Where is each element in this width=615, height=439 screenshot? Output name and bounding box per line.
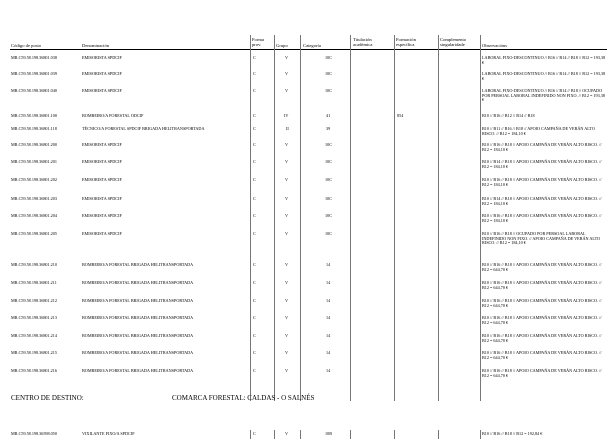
cell-forma: C — [253, 113, 256, 118]
cell-categoria: 10C — [325, 196, 332, 201]
cell-codigo: MR.C59.58.198.36801.202 — [11, 177, 57, 182]
header-complemento: Complemento singularidade — [440, 37, 467, 48]
column-divider — [300, 430, 301, 439]
cell-categoria: 14 — [326, 350, 331, 355]
cell-denominacion: VIXILANTE FIXO/A SPDCIF — [82, 431, 135, 436]
cell-categoria: 41 — [326, 113, 331, 118]
cell-formacion: 854 — [397, 113, 404, 118]
cell-grupo: V — [285, 333, 289, 338]
cell-observacions: B10 // B16 // B18 // APOIO CAMPAÑA DE VERÁN ALTO RISCO. // B12 = 644,70 € — [482, 350, 602, 360]
cell-categoria: 10C — [325, 231, 332, 236]
cell-forma: C — [253, 196, 256, 201]
cell-codigo: MR.C59.58.198.36801.040 — [11, 88, 57, 93]
cell-forma: C — [253, 280, 256, 285]
cell-categoria: 39 — [326, 126, 331, 131]
cell-grupo: V — [285, 142, 289, 147]
cell-grupo: V — [285, 231, 289, 236]
cell-observacions: B10 // B14 // B18 // APOIO CAMPAÑA DE VERÁN ALTO RISCO. // B12 = 184,10 € — [482, 159, 602, 169]
cell-codigo: MR.C59.58.198.36801.203 — [11, 196, 57, 201]
cell-observacions: B10 // B14 // B18 // APOIO CAMPAÑA DE VERÁN ALTO RISCO. // B12 = 184,10 € — [482, 196, 602, 206]
cell-categoria: 14 — [326, 333, 331, 338]
cell-grupo: IV — [284, 113, 289, 118]
column-divider — [438, 430, 439, 439]
cell-grupo: V — [285, 177, 289, 182]
cell-categoria: 14 — [326, 368, 331, 373]
cell-observacions: B10 // B16 // B18 // APOIO CAMPAÑA DE VERÁN ALTO RISCO. // B12 = 644,70 € — [482, 280, 602, 290]
column-divider — [350, 430, 351, 439]
cell-forma: C — [253, 55, 256, 60]
cell-denominacion: BOMBEIRO/A FORESTAL ODCIF — [82, 113, 144, 118]
cell-codigo: MR.C59.58.198.36801.201 — [11, 159, 57, 164]
column-divider — [394, 430, 395, 439]
cell-categoria: 10C — [325, 88, 332, 93]
cell-observacions: B10 // B16 // B18 // B12 = 192,84 € — [482, 431, 543, 436]
cell-grupo: V — [285, 88, 289, 93]
cell-denominacion: TÉCNICO/A FORESTAL SPDCIF BRIGADA HELITRANSPORTADA — [82, 126, 205, 131]
cell-denominacion: BOMBEIRO/A FORESTAL BRIGADA HELITRANSPORTADA — [82, 350, 194, 355]
cell-categoria: 10B — [325, 431, 332, 436]
cell-codigo: MR.C59.58.198.36801.215 — [11, 350, 57, 355]
cell-observacions: B10 // B11 // B16 // B18 // APOIO CAMPAÑA DE VERÁN ALTO RISCO. // B12 = 184,10 € — [482, 126, 595, 136]
cell-codigo: MR.C59.58.198.36801.200 — [11, 142, 57, 147]
cell-denominacion: BOMBEIRO/A FORESTAL BRIGADA HELITRANSPORTADA — [82, 298, 194, 303]
cell-codigo: MR.C59.58.198.36801.210 — [11, 262, 57, 267]
header-formacion: Formación específica — [396, 37, 416, 48]
cell-denominacion: BOMBEIRO/A FORESTAL BRIGADA HELITRANSPORTADA — [82, 315, 194, 320]
cell-grupo: V — [285, 71, 289, 76]
cell-categoria: 10C — [325, 71, 332, 76]
cell-denominacion: BOMBEIRO/A FORESTAL BRIGADA HELITRANSPORTADA — [82, 280, 194, 285]
cell-codigo: MR.C59.58.198.36801.204 — [11, 213, 57, 218]
cell-codigo: MR.C59.58.198.36801.211 — [11, 280, 57, 285]
cell-categoria: 14 — [326, 262, 331, 267]
cell-observacions: B10 // B16 // B18 // APOIO CAMPAÑA DE VERÁN ALTO RISCO. // B12 = 644,70 € — [482, 333, 602, 343]
cell-forma: C — [253, 231, 256, 236]
cell-grupo: V — [285, 262, 289, 267]
cell-denominacion: BOMBEIRO/A FORESTAL BRIGADA HELITRANSPORTADA — [82, 262, 194, 267]
cell-forma: C — [253, 431, 256, 436]
cell-grupo: V — [285, 315, 289, 320]
cell-forma: C — [253, 177, 256, 182]
header-forma-prov: Forma prov. — [252, 37, 264, 48]
cell-denominacion: EMISORISTA SPDCIF — [82, 142, 122, 147]
cell-denominacion: EMISORISTA SPDCIF — [82, 177, 122, 182]
cell-denominacion: EMISORISTA SPDCIF — [82, 159, 122, 164]
cell-denominacion: EMISORISTA SPDCIF — [82, 55, 122, 60]
cell-grupo: V — [285, 55, 289, 60]
column-divider — [250, 430, 251, 439]
cell-codigo: MR.C59.58.198.36598.050 — [11, 431, 57, 436]
cell-categoria: 14 — [326, 298, 331, 303]
cell-observacions: B10 // B16 // B18 // APOIO CAMPAÑA DE VERÁN ALTO RISCO. // B12 = 644,70 € — [482, 262, 602, 272]
cell-grupo: V — [285, 213, 289, 218]
centro-destino-value: COMARCA FORESTAL: CALDAS - O SALNÉS — [172, 394, 315, 402]
cell-grupo: II — [286, 126, 289, 131]
header-titulacion: Titulación académica — [353, 37, 373, 48]
cell-denominacion: EMISORISTA SPDCIF — [82, 88, 122, 93]
cell-denominacion: EMISORISTA SPDCIF — [82, 71, 122, 76]
header-codigo: Código de posto — [11, 43, 42, 48]
cell-observacions: B10 // B16 // B18 // APOIO CAMPAÑA DE VERÁN ALTO RISCO. // B12 = 644,70 € — [482, 298, 602, 308]
cell-denominacion: EMISORISTA SPDCIF — [82, 213, 122, 218]
cell-categoria: 14 — [326, 280, 331, 285]
cell-forma: C — [253, 213, 256, 218]
cell-forma: C — [253, 368, 256, 373]
cell-forma: C — [253, 88, 256, 93]
cell-observacions: B10 // B16 // B18 // APOIO CAMPAÑA DE VERÁN ALTO RISCO. // B12 = 184,10 € — [482, 142, 602, 152]
column-divider — [274, 35, 275, 401]
header-grupo: Grupo — [276, 43, 288, 48]
column-divider — [480, 35, 481, 401]
cell-forma: C — [253, 142, 256, 147]
column-divider — [300, 35, 301, 401]
cell-categoria: 10C — [325, 177, 332, 182]
cell-denominacion: BOMBEIRO/A FORESTAL BRIGADA HELITRANSPORTADA — [82, 333, 194, 338]
cell-denominacion: EMISORISTA SPDCIF — [82, 196, 122, 201]
cell-codigo: MR.C59.58.198.36801.205 — [11, 231, 57, 236]
cell-categoria: 10C — [325, 55, 332, 60]
cell-categoria: 10C — [325, 142, 332, 147]
cell-forma: C — [253, 262, 256, 267]
cell-observacions: B10 // B16 // B18 // APOIO CAMPAÑA DE VERÁN ALTO RISCO. // B12 = 644,70 € — [482, 315, 602, 325]
cell-forma: C — [253, 71, 256, 76]
cell-forma: C — [253, 315, 256, 320]
cell-observacions: B10 // B16 // B18 // APOIO CAMPAÑA DE VERÁN ALTO RISCO. // B12 = 184,10 € — [482, 213, 602, 223]
cell-forma: C — [253, 333, 256, 338]
cell-categoria: 14 — [326, 315, 331, 320]
cell-observacions: LABORAL FIXO-DESCONTINUO // B16 // B14 // B18 // B12 = 193,38 € — [482, 55, 606, 65]
cell-grupo: V — [285, 159, 289, 164]
column-divider — [480, 430, 481, 439]
column-divider — [274, 430, 275, 439]
cell-forma: C — [253, 298, 256, 303]
header-categoria: Categoría — [303, 43, 321, 48]
cell-categoria: 10C — [325, 159, 332, 164]
column-divider — [438, 35, 439, 401]
cell-codigo: MR.C59.58.198.36801.100 — [11, 113, 57, 118]
column-divider — [350, 35, 351, 401]
header-observacions: Observacións — [482, 43, 508, 48]
centro-destino-label: CENTRO DE DESTINO: — [11, 394, 84, 402]
cell-observacions: LABORAL FIXO-DESCONTINUO // B16 // B14 // B18 // OCUPADO POR PERSOAL LABORAL INDEFINIDO NON FIXO. // B12 = 193,38 € — [482, 88, 605, 103]
cell-observacions: B10 // B16 // B18 // OCUPADO POR PERSOAL LABORAL INDEFINIDO NON FIXO. // APOIO CAMPAÑA DE VERÁN ALTO RISCO. // B12 = 184,10 € — [482, 231, 601, 246]
cell-denominacion: EMISORISTA SPDCIF — [82, 231, 122, 236]
cell-observacions: B10 // B16 // B12 // B14 // B18 — [482, 113, 535, 118]
cell-observacions: LABORAL FIXO-DESCONTINUO // B16 // B14 // B18 // B12 = 193,38 € — [482, 71, 606, 81]
cell-codigo: MR.C59.58.198.36801.214 — [11, 333, 57, 338]
cell-denominacion: BOMBEIRO/A FORESTAL BRIGADA HELITRANSPORTADA — [82, 368, 194, 373]
cell-observacions: B10 // B16 // B18 // APOIO CAMPAÑA DE VERÁN ALTO RISCO. // B12 = 184,10 € — [482, 177, 602, 187]
cell-codigo: MR.C59.58.198.36801.213 — [11, 315, 57, 320]
column-divider — [394, 35, 395, 401]
cell-forma: C — [253, 126, 256, 131]
column-divider — [250, 35, 251, 401]
cell-codigo: MR.C59.58.198.36801.212 — [11, 298, 57, 303]
cell-forma: C — [253, 159, 256, 164]
header-rule — [10, 49, 607, 50]
cell-codigo: MR.C59.58.198.36801.118 — [11, 126, 57, 131]
cell-grupo: V — [285, 368, 289, 373]
cell-grupo: V — [285, 350, 289, 355]
header-denominacion: Denominación — [82, 43, 110, 48]
cell-categoria: 10C — [325, 213, 332, 218]
cell-grupo: V — [285, 196, 289, 201]
cell-grupo: V — [285, 280, 289, 285]
cell-codigo: MR.C59.58.198.36801.038 — [11, 55, 57, 60]
cell-grupo: V — [285, 431, 289, 436]
cell-codigo: MR.C59.58.198.36801.216 — [11, 368, 57, 373]
cell-grupo: V — [285, 298, 289, 303]
cell-codigo: MR.C59.58.198.36801.039 — [11, 71, 57, 76]
cell-observacions: B10 // B16 // B18 // APOIO CAMPAÑA DE VERÁN ALTO RISCO. // B12 = 644,70 € — [482, 368, 602, 378]
cell-forma: C — [253, 350, 256, 355]
